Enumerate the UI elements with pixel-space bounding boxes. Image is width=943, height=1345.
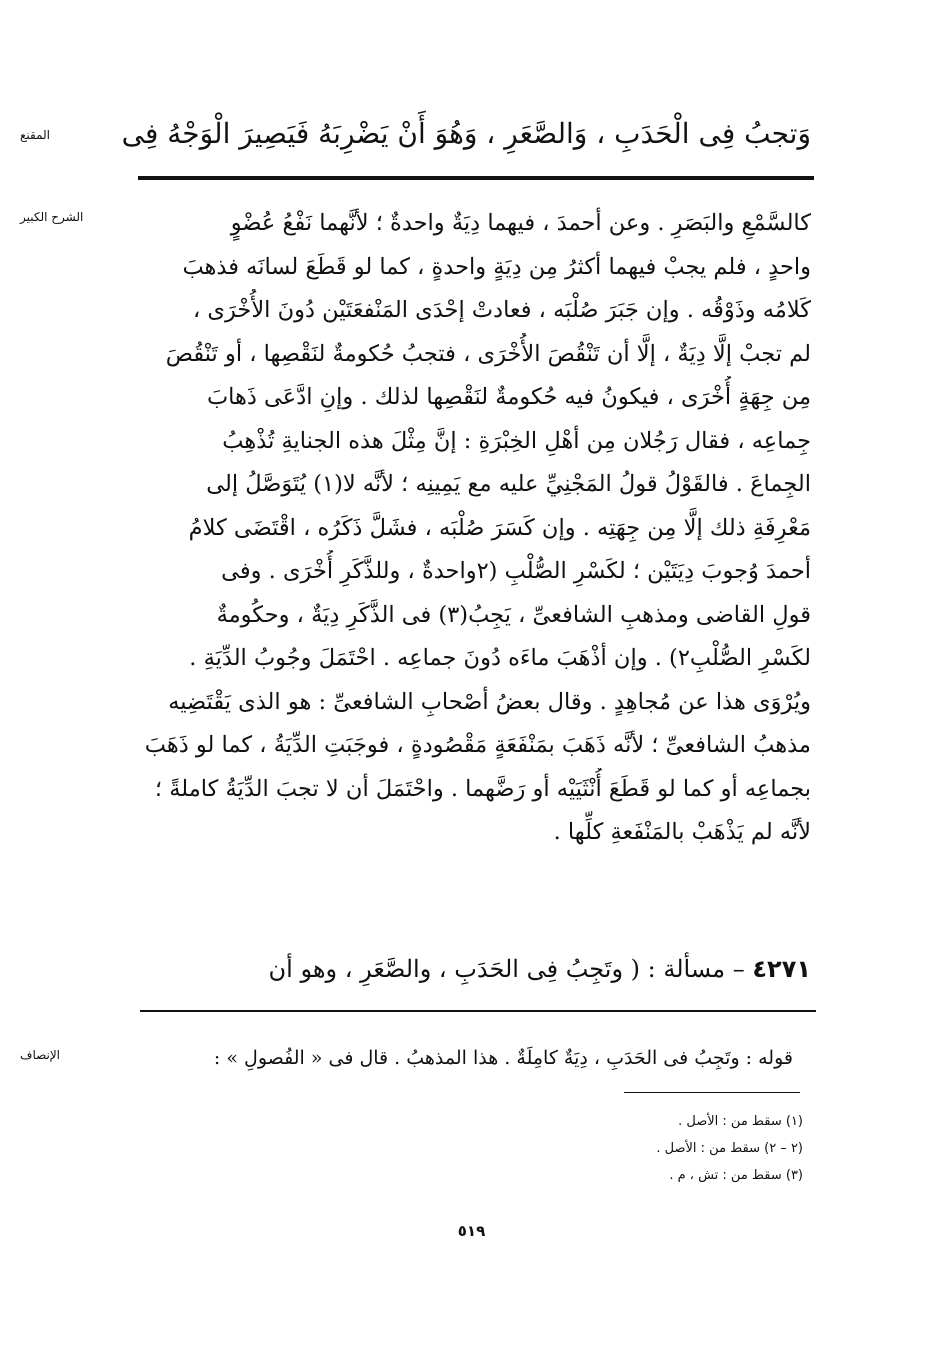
body-line: كَلامُه وذَوْقُه . وإن جَبَرَ صُلْبَه ، فعادتْ إحْدَى المَنْفعَتَيْن دُونَ الأُخْرَى ، — [192, 297, 811, 323]
issue-text: – مسألة : ( وتَجِبُ فِى الحَدَبِ ، والصَّعَرِ ، وهو أن — [268, 955, 745, 983]
page-number: ٥١٩ — [457, 1222, 486, 1240]
body-line: لم تجبْ إلَّا دِيَةٌ ، إلَّا أن تَنْقُصَ الأُخْرَى ، فتجبُ حُكومةٌ لنَقْصِها ، أو تَنْقُصَ — [165, 340, 811, 367]
sharh-label: الشرح الكبير — [20, 210, 84, 224]
body-line: كالسَّمْعِ والبَصَرِ . وعن أحمدَ ، فيهما دِيَةٌ واحدةٌ ؛ لأنَّهما نَفْعُ عُضْوٍ — [230, 210, 811, 236]
issue-heading — [131, 944, 811, 994]
sharh-body — [131, 202, 811, 855]
body-line: مَعْرِفَةِ ذلك إلَّا مِن جِهَتِه . وإن كَسَرَ صُلْبَه ، فشَلَّ ذَكَرُه ، اقْتَضَى كلامُ — [188, 514, 811, 541]
insaf-text: قوله : وتَجِبُ فى الحَدَبِ ، دِيَةٌ كامِلَةٌ . هذا المذهبُ . قال فى « الفُصولِ » : — [213, 1047, 793, 1069]
body-line: جِماعِه ، فقال رَجُلان مِن أهْلِ الخِبْرَةِ : إنَّ مِثْلَ هذه الجنايةِ تُذْهِبُ — [222, 427, 811, 454]
insaf-label: الإنصاف — [20, 1048, 61, 1062]
body-line: لأنَّه لم يَذْهَبْ بالمَنْفَعةِ كلِّها . — [553, 819, 811, 845]
matn-text: وَتجبُ فِى الْحَدَبِ ، وَالصَّعَرِ ، وَهُوَ أَنْ يَضْرِبَهُ فَيَصِيرَ الْوَجْهُ فِى — [121, 117, 811, 150]
body-line: ويُرْوَى هذا عن مُجاهِدٍ . وقال بعضُ أصْحابِ الشافعىِّ : هو الذى يَقْتَضِيه — [168, 688, 811, 715]
matn-divider — [138, 176, 814, 180]
issue-number: ٤٢٧١ — [752, 955, 811, 983]
insaf-divider — [140, 1010, 816, 1012]
body-line: الجِماعَ . فالقَوْلُ قولُ المَجْنِيِّ عليه مع يَمِينِه ؛ لأنَّه لا(١) يُتَوَصَّلُ إلى — [206, 471, 811, 497]
matn-label: المقنع — [20, 128, 51, 142]
body-line: لكَسْرِ الصُّلْبِ٢) . وإن أذْهَبَ ماءَه دُونَ جماعِه . احْتَمَلَ وجُوبُ الدِّيَةِ . — [189, 645, 811, 671]
footnote-separator — [624, 1092, 800, 1093]
footnote: (٣) سقط من : تش ، م . — [669, 1168, 803, 1183]
body-line: واحدٍ ، فلم يجبْ فيهما أكثرُ مِن دِيَةٍ واحدةٍ ، كما لو قَطَعَ لسانَه فذهبَ — [182, 253, 811, 280]
footnote: (٢ – ٢) سقط من : الأصل . — [656, 1141, 803, 1156]
body-line: مِن جِهَةٍ أُخْرَى ، فيكونُ فيه حُكومةٌ لنَقْصِها لذلك . وإنِ ادَّعَى ذَهابَ — [206, 384, 811, 410]
body-line: مذهبُ الشافعىِّ ؛ لأنَّه ذَهَبَ بمَنْفَعَةٍ مَقْصُودةٍ ، فوجَبَتِ الدِّيَةُ ، كما لو ذَهَبَ — [144, 732, 811, 758]
footnotes — [503, 1108, 803, 1189]
footnote: (١) سقط من : الأصل . — [678, 1114, 803, 1129]
body-line: أحمدَ وُجوبَ دِيَتَيْن ؛ لكَسْرِ الصُّلْبِ (٢واحدةٌ ، وللذَّكَرِ أُخْرَى . وفى — [221, 558, 811, 584]
body-line: بجماعِه أو كما لو قَطَعَ أُنْثَيَيْه أو رَضَّهما . واحْتَمَلَ أن لا تجبَ الدِّيَةُ كاملةً ؛ — [154, 775, 811, 802]
body-line: قولِ القاضى ومذهبِ الشافعىِّ ، يَجِبُ(٣) فى الذَّكَرِ دِيَةٌ ، وحكُومةٌ — [216, 601, 811, 628]
